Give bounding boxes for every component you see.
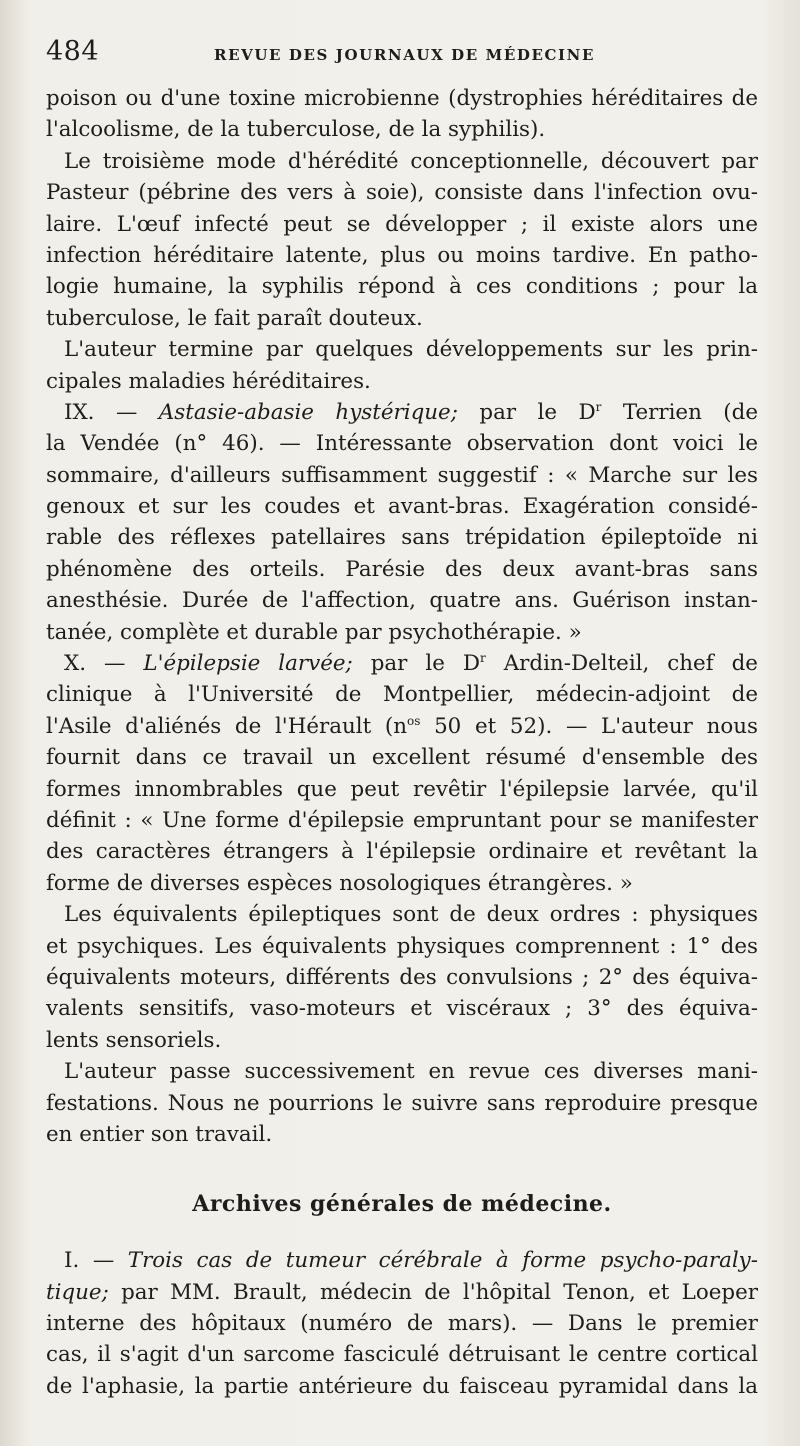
text-line: poison ou d'une toxine microbienne (dystrophies héréditaires de (46, 86, 758, 111)
superscript: r (595, 399, 602, 414)
text-line: formes innombrables que peut revêtir l'épilepsie larvée, qu'il (46, 776, 758, 802)
article-body (46, 83, 758, 1402)
entry-title: L'épilepsie larvée; (143, 651, 353, 677)
text-line: clinique à l'Université de Montpellier, médecin-adjoint de (46, 682, 758, 708)
text-line: en entier son travail. (46, 1121, 273, 1147)
text-line: Les équivalents épileptiques sont de deux ordres : physiques (64, 902, 758, 928)
text-line: Pasteur (pébrine des vers à soie), consiste dans l'infection ovu- (46, 180, 758, 206)
text-line: lents sensoriels. (46, 1027, 222, 1053)
text-line: la Vendée (n° 46). — Intéressante observation dont voici le (46, 431, 758, 457)
text-line: valents sensitifs, vaso-moteurs et viscéraux ; 3° des équiva- (46, 996, 758, 1022)
entry-number: IX. — (64, 399, 159, 425)
text-line: équivalents moteurs, différents des convulsions ; 2° des équiva- (46, 964, 758, 990)
text-line: définit : « Une forme d'épilepsie empruntant pour se manifester (46, 807, 758, 833)
text-line: cas, il s'agit d'un sarcome fasciculé détruisant le centre cortical (46, 1342, 758, 1368)
superscript: os (407, 713, 421, 728)
text-line: des caractères étrangers à l'épilepsie ordinaire et revêtant la (46, 839, 758, 865)
text-fragment: l'Asile d'aliénés de l'Hérault (n (46, 713, 407, 739)
text-line: forme de diverses espèces nosologiques étrangères. » (46, 870, 633, 896)
text-line: infection héréditaire latente, plus ou moins tardive. En patho- (46, 242, 758, 268)
text-fragment: 50 et 52). — L'auteur nous (420, 713, 758, 739)
entry-x-heading-line (46, 648, 758, 679)
text-line: L'auteur passe successivement en revue ces diverses mani- (64, 1059, 758, 1085)
text-line: cipales maladies héréditaires. (46, 368, 371, 394)
text-line: tuberculose, le fait paraît douteux. (46, 305, 423, 331)
entry-title: Trois cas de tumeur cérébrale à forme psycho-paraly- (127, 1248, 758, 1274)
text-line (46, 1277, 758, 1308)
entry-number: X. — (64, 651, 144, 677)
text-line: tanée, complète et durable par psychothérapie. » (46, 619, 582, 645)
text-fragment: Ardin-Delteil, chef de (485, 651, 758, 677)
running-head: REVUE DES JOURNAUX DE MÉDECINE (214, 46, 596, 64)
text-line: phénomène des orteils. Parésie des deux avant-bras sans (46, 556, 758, 582)
text-line: rable des réflexes patellaires sans trépidation épileptoïde ni (46, 525, 758, 551)
section-title: Archives générales de médecine. (192, 1191, 612, 1218)
text-line: genoux et sur les coudes et avant-bras. Exagération considé- (46, 494, 758, 520)
text-line: festations. Nous ne pourrions le suivre sans reproduire presque (46, 1090, 758, 1116)
text-line: fournit dans ce travail un excellent résumé d'ensemble des (46, 745, 758, 771)
page-number: 484 (46, 36, 100, 67)
text-line: de l'aphasie, la partie antérieure du faisceau pyramidal dans la (46, 1373, 758, 1399)
text-line (46, 711, 758, 742)
entry-title: Astasie-abasie hystérique; (158, 399, 458, 425)
page-header (46, 36, 762, 68)
text-line: L'auteur termine par quelques développements sur les prin- (64, 337, 758, 363)
text-line: Le troisième mode d'hérédité conceptionnelle, découvert par (64, 148, 758, 174)
entry-ix-heading-line (46, 397, 758, 428)
text-fragment: par le D (352, 651, 480, 677)
text-line: et psychiques. Les équivalents physiques comprennent : 1° des (46, 933, 758, 959)
text-fragment: Terrien (de (601, 399, 759, 425)
text-line: anesthésie. Durée de l'affection, quatre ans. Guérison instan- (46, 588, 758, 614)
entry-title: tique; (46, 1279, 109, 1305)
text-fragment: par MM. Brault, médecin de l'hôpital Tenon, et Loeper (108, 1279, 758, 1305)
superscript: r (480, 650, 486, 665)
text-fragment: par le D (457, 399, 596, 425)
text-line: laire. L'œuf infecté peut se développer ; il existe alors une (46, 211, 758, 237)
entry-i-heading-line (46, 1245, 758, 1276)
text-line: sommaire, d'ailleurs suffisamment suggestif : « Marche sur les (46, 462, 758, 488)
entry-number: I. — (64, 1248, 128, 1274)
text-line: interne des hôpitaux (numéro de mars). — Dans le premier (46, 1311, 758, 1337)
text-line: logie humaine, la syphilis répond à ces conditions ; pour la (46, 274, 758, 300)
text-line: l'alcoolisme, de la tuberculose, de la syphilis). (46, 117, 546, 143)
